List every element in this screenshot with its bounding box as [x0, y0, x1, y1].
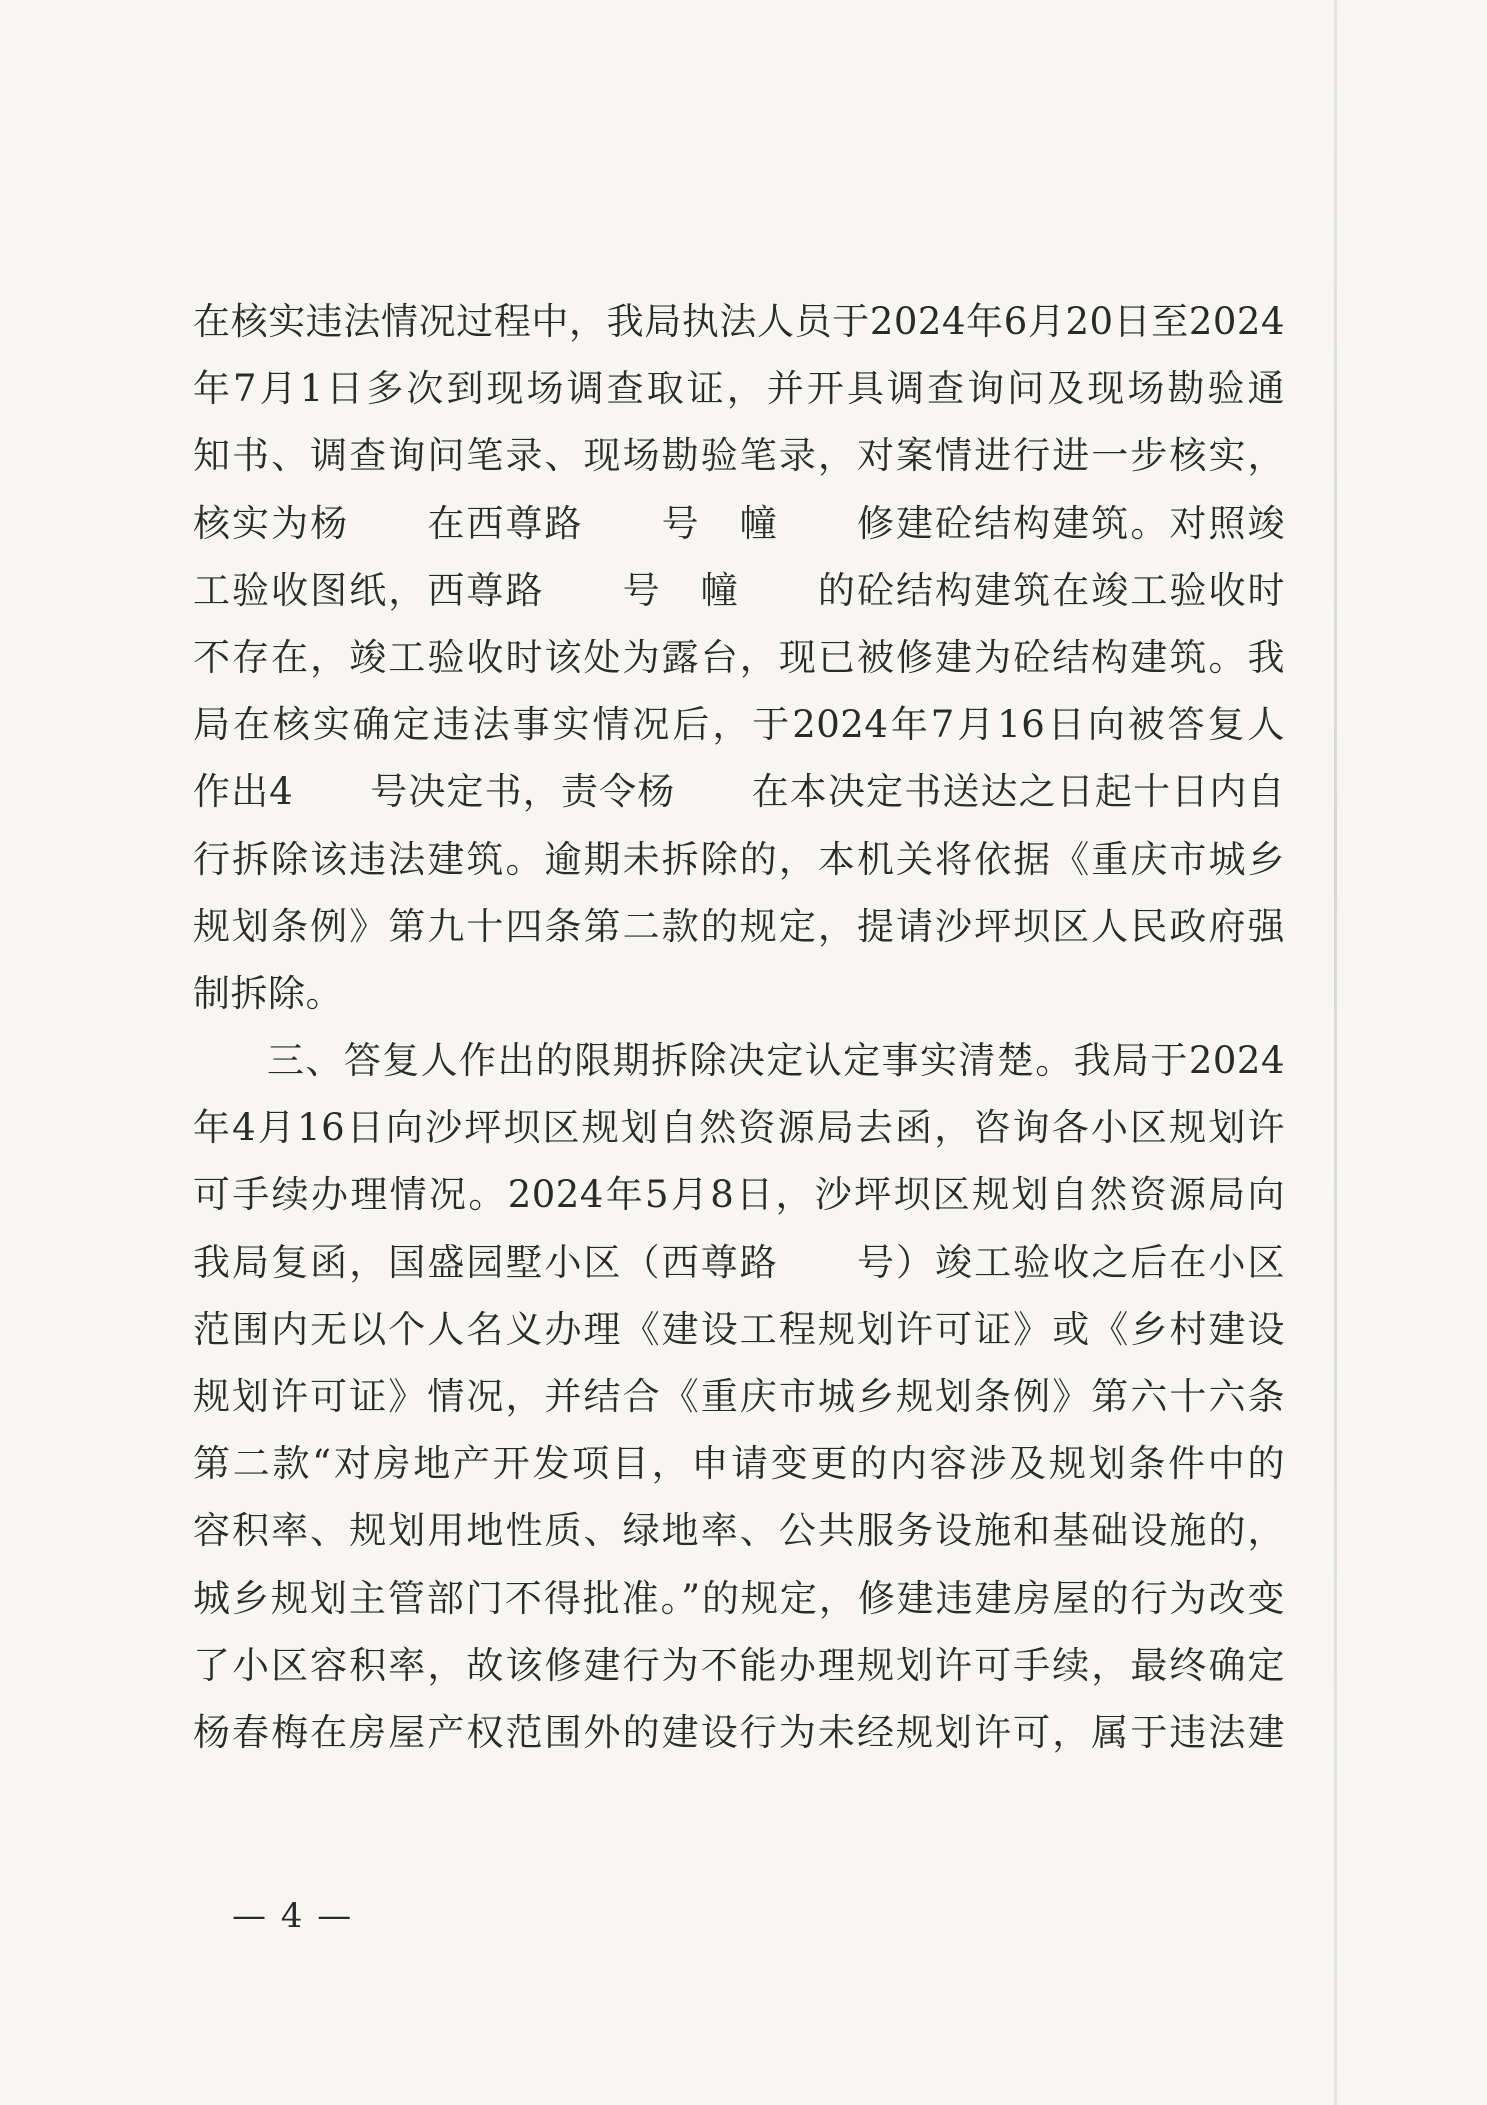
- text-line: 规划许可证》情况，并结合《重庆市城乡规划条例》第六十六条: [193, 1375, 1285, 1418]
- text-line: 作出4 号决定书，责令杨 在本决定书送达之日起十日内自: [193, 770, 1285, 814]
- text-line: 年4月16日向沙坪坝区规划自然资源局去函，咨询各小区规划许: [193, 1106, 1285, 1150]
- text-line: 了小区容积率，故该修建行为不能办理规划许可手续，最终确定: [193, 1643, 1285, 1687]
- text-line: 第二款“对房地产开发项目，申请变更的内容涉及规划条件中的: [193, 1442, 1285, 1486]
- text-line: 容积率、规划用地性质、绿地率、公共服务设施和基础设施的，: [193, 1509, 1285, 1553]
- text-line: 知书、调查询问笔录、现场勘验笔录，对案情进行进一步核实，: [193, 434, 1285, 478]
- text-line: 城乡规划主管部门不得批准。”的规定，修建违建房屋的行为改变: [193, 1576, 1285, 1620]
- text-line: 我局复函，国盛园墅小区（西尊路 号）竣工验收之后在小区: [193, 1240, 1285, 1284]
- text-line: 制拆除。: [193, 971, 343, 1015]
- page-number: — 4 —: [232, 1896, 354, 1936]
- text-line: 工验收图纸，西尊路 号 幢 的砼结构建筑在竣工验收时: [193, 568, 1285, 612]
- text-line: 行拆除该违法建筑。逾期未拆除的，本机关将依据《重庆市城乡: [193, 837, 1285, 881]
- text-line: 在核实违法情况过程中，我局执法人员于2024年6月20日至2024: [193, 300, 1285, 343]
- scan-edge: [1334, 0, 1337, 2105]
- text-line: 不存在，竣工验收时该处为露台，现已被修建为砼结构建筑。我: [193, 635, 1285, 679]
- section-heading-line: 三、答复人作出的限期拆除决定认定事实清楚。我局于2024: [267, 1039, 1285, 1083]
- text-line: 核实为杨 在西尊路 号 幢 修建砼结构建筑。对照竣: [193, 501, 1285, 545]
- document-body: [193, 288, 1285, 1766]
- text-line: 局在核实确定违法事实情况后，于2024年7月16日向被答复人: [193, 703, 1285, 747]
- text-line: 范围内无以个人名义办理《建设工程规划许可证》或《乡村建设: [193, 1307, 1285, 1351]
- text-line: 规划条例》第九十四条第二款的规定，提请沙坪坝区人民政府强: [193, 904, 1285, 948]
- text-line: 杨春梅在房屋产权范围外的建设行为未经规划许可，属于违法建: [193, 1710, 1285, 1754]
- text-line: 可手续办理情况。2024年5月8日，沙坪坝区规划自然资源局向: [193, 1173, 1285, 1217]
- text-line: 年7月1日多次到现场调查取证，并开具调查询问及现场勘验通: [193, 367, 1285, 411]
